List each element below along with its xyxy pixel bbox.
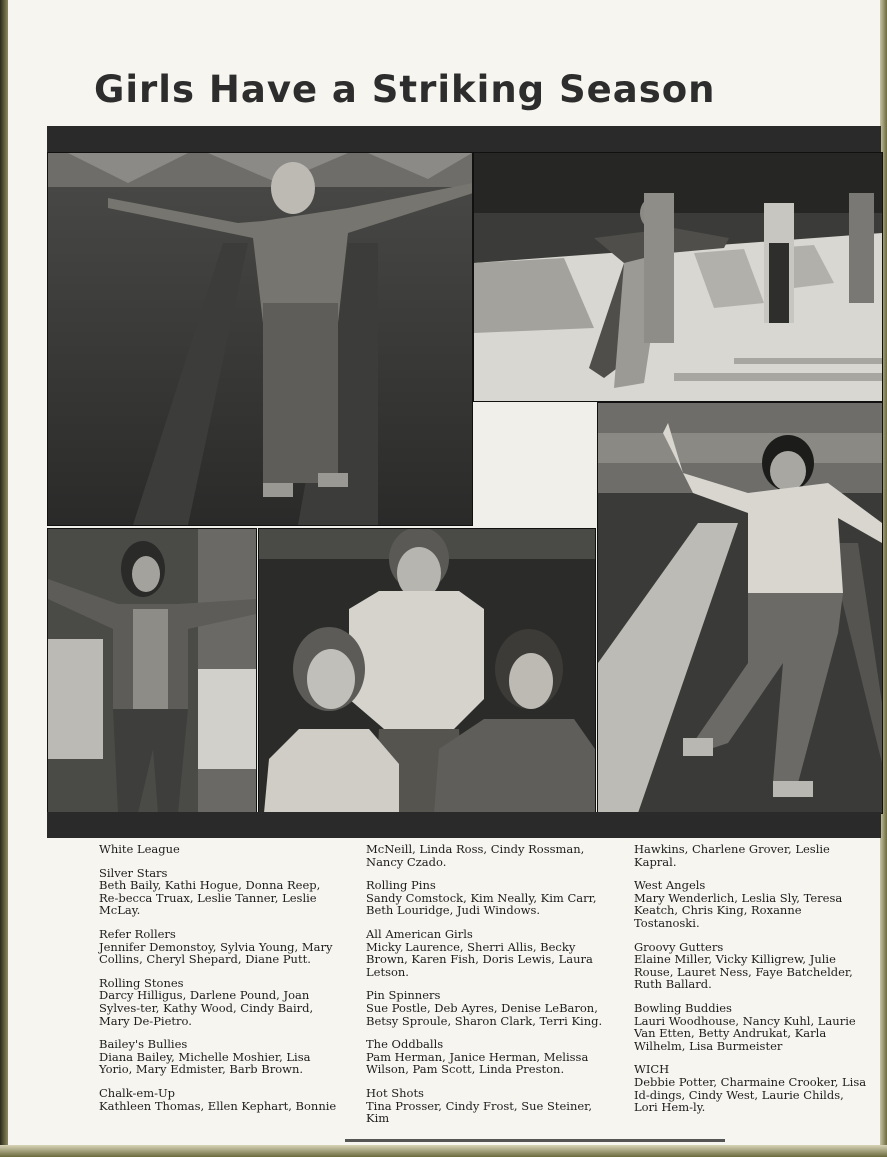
team-members: Mary Wenderlich, Leslia Sly, Teresa Keatch, Chris King, Roxanne Tostanoski. xyxy=(634,890,843,930)
team-members: Kathleen Thomas, Ellen Kephart, Bonnie xyxy=(99,1098,337,1113)
team-name: White League xyxy=(99,842,180,856)
roster-column-2 xyxy=(366,843,606,1136)
team-entry xyxy=(99,843,337,856)
bottom-black-band xyxy=(47,812,881,838)
team-members: Pam Herman, Janice Herman, Melissa Wilson, Pam Scott, Linda Preston. xyxy=(366,1049,589,1077)
team-members: Debbie Potter, Charmaine Crooker, Lisa Id-dings, Cindy West, Laurie Childs, Lori Hem-ly. xyxy=(634,1074,867,1115)
photo-collage xyxy=(47,152,881,812)
team-members: Sue Postle, Deb Ayres, Denise LeBaron, Betsy Sproule, Sharon Clark, Terri King. xyxy=(366,1000,603,1028)
team-name: The Oddballs xyxy=(366,1037,444,1052)
team-name: Chalk-em-Up xyxy=(99,1085,176,1100)
team-members: McNeill, Linda Ross, Cindy Rossman, Nancy Czado. xyxy=(366,842,585,869)
team-name: All American Girls xyxy=(366,926,473,941)
team-entry xyxy=(634,1002,870,1052)
team-entry xyxy=(99,977,337,1027)
team-entry xyxy=(366,879,606,917)
team-name: Refer Rollers xyxy=(99,926,176,941)
team-members: Hawkins, Charlene Grover, Leslie Kapral. xyxy=(634,842,830,869)
team-members: Elaine Miller, Vicky Killigrew, Julie Rouse, Lauret Ness, Faye Batchelder, Ruth Ballard. xyxy=(634,952,853,992)
team-entry xyxy=(366,928,606,978)
roster-column-1 xyxy=(99,843,337,1123)
team-entry xyxy=(366,1038,606,1076)
team-name: Rolling Pins xyxy=(366,878,436,893)
page-binding-edge xyxy=(0,0,8,1157)
photo-bowler-arms-outstretched xyxy=(47,152,473,526)
team-members: Jennifer Demonstoy, Sylvia Young, Mary Collins, Cheryl Shepard, Diane Putt. xyxy=(99,939,333,967)
team-members: Micky Laurence, Sherri Allis, Becky Brown, Karen Fish, Doris Lewis, Laura Letson. xyxy=(366,939,593,979)
team-members: Lauri Woodhouse, Nancy Kuhl, Laurie Van Etten, Betty Andrukat, Karla Wilhelm, Lisa Burmeister xyxy=(634,1013,856,1053)
page-title: Girls Have a Striking Season xyxy=(94,68,716,111)
team-entry xyxy=(634,941,870,991)
team-name: Pin Spinners xyxy=(366,988,441,1003)
team-members: Darcy Hilligus, Darlene Pound, Joan Sylves-ter, Kathy Wood, Cindy Baird, Mary De-Pietro. xyxy=(99,988,314,1028)
page-bottom-edge xyxy=(0,1145,887,1157)
team-entry xyxy=(366,843,606,868)
team-entry xyxy=(99,928,337,966)
team-name: Hot Shots xyxy=(366,1085,424,1100)
team-members: Diana Bailey, Michelle Moshier, Lisa Yorio, Mary Edmister, Barb Brown. xyxy=(99,1049,311,1077)
team-members: Tina Prosser, Cindy Frost, Sue Steiner, Kim xyxy=(366,1098,593,1126)
team-entry xyxy=(634,843,870,868)
photo-bowler-dancing-left xyxy=(47,528,257,814)
team-members: Sandy Comstock, Kim Neally, Kim Carr, Beth Louridge, Judi Windows. xyxy=(366,890,597,918)
team-name: Silver Stars xyxy=(99,865,168,880)
photo-bowling-lanes-release xyxy=(473,152,883,402)
team-name: Rolling Stones xyxy=(99,975,184,990)
team-name: Groovy Gutters xyxy=(634,939,724,954)
team-entry xyxy=(634,1063,870,1113)
team-name: Bowling Buddies xyxy=(634,1000,732,1015)
team-entry xyxy=(366,989,606,1027)
team-entry xyxy=(634,879,870,929)
team-name: WICH xyxy=(634,1062,670,1077)
top-black-band xyxy=(47,126,881,152)
team-members: Beth Baily, Kathi Hogue, Donna Reep, Re-becca Truax, Leslie Tanner, Leslie McLay. xyxy=(99,878,321,918)
bottom-scan-mark xyxy=(345,1139,725,1142)
team-name: Bailey's Bullies xyxy=(99,1037,188,1052)
photo-bowler-cheering-right xyxy=(597,402,883,814)
team-entry xyxy=(99,1087,337,1112)
team-entry xyxy=(99,867,337,917)
roster-column-3 xyxy=(634,843,870,1125)
photo-three-girls-posing xyxy=(258,528,596,814)
team-entry xyxy=(366,1087,606,1125)
team-entry xyxy=(99,1038,337,1076)
team-name: West Angels xyxy=(634,878,706,893)
